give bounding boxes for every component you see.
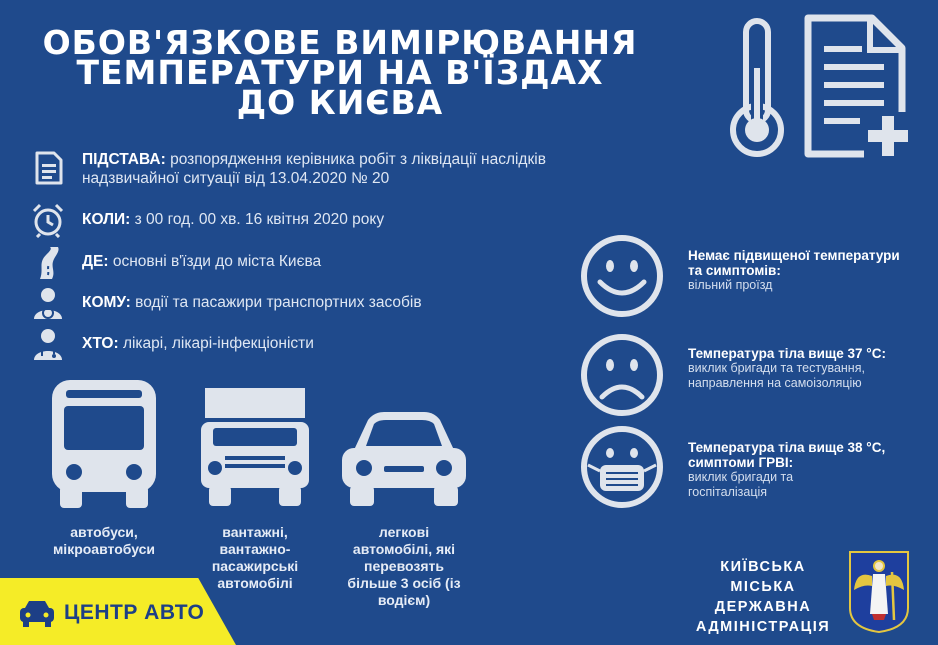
- info-value: водії та пасажири транспортних засобів: [130, 294, 422, 311]
- info-row-where: [30, 245, 321, 281]
- info-value: розпорядження керівника робіт з ліквідації наслідків надзвичайної ситуації від 13.04.2020 № 20: [82, 151, 546, 187]
- authority-line-4: АДМІНІСТРАЦІЯ: [695, 619, 831, 635]
- title-line-2: ТЕМПЕРАТУРИ НА В'ЇЗДАХ: [76, 53, 604, 92]
- driver-icon: [30, 285, 66, 321]
- info-text: [82, 210, 384, 229]
- sad-face-icon: [580, 333, 664, 417]
- authority-line-3: ДЕРЖАВНА: [714, 599, 812, 615]
- document-icon: [30, 150, 66, 186]
- info-value: з 00 год. 00 хв. 16 квітня 2020 року: [130, 211, 385, 228]
- vehicle-label-car: легкові автомобілі, які перевозять більше 3 осіб (із водієм): [347, 524, 461, 608]
- info-value: лікарі, лікарі-інфекціоністи: [118, 335, 314, 352]
- condition-38: [688, 440, 908, 500]
- bus-icon: [44, 378, 164, 510]
- info-label: ДЕ:: [82, 253, 109, 270]
- condition-37: [688, 346, 908, 391]
- smile-face-icon: [580, 234, 664, 318]
- condition-action: виклик бригади та тестування, направлення на самоізоляцію: [688, 361, 865, 390]
- info-value: основні в'їзди до міста Києва: [108, 253, 322, 270]
- road-icon: [30, 245, 66, 281]
- condition-normal: [688, 248, 908, 293]
- condition-title: Немає підвищеної температури та симптомів:: [688, 248, 900, 278]
- title-line-1: ОБОВ'ЯЗКОВЕ ВИМІРЮВАННЯ: [42, 23, 638, 62]
- coat-of-arms-icon: [848, 550, 910, 634]
- title-line-3: ДО КИЄВА: [236, 83, 444, 122]
- brand-name: ЦЕНТР АВТО: [64, 601, 205, 624]
- info-text: [82, 293, 422, 312]
- car-icon: [338, 410, 470, 510]
- info-row-basis: [30, 150, 552, 188]
- condition-title: Температура тіла вище 37 °С:: [688, 346, 886, 361]
- info-text: [82, 334, 314, 353]
- vehicle-label-bus: автобуси, мікроавтобуси: [52, 524, 156, 557]
- authority-line-1: КИЇВСЬКА: [720, 559, 806, 575]
- authority-name: [688, 557, 838, 637]
- condition-title: Температура тіла вище 38 °С, симптоми ГРВІ:: [688, 440, 886, 470]
- info-row-whom: [30, 285, 422, 321]
- info-text: [82, 252, 321, 271]
- authority-line-2: МІСЬКА: [730, 579, 796, 595]
- info-label: КОМУ:: [82, 294, 131, 311]
- car-logo-icon: [18, 598, 56, 630]
- page-title: [40, 23, 640, 122]
- info-row-who: [30, 326, 314, 362]
- info-label: КОЛИ:: [82, 211, 131, 228]
- info-label: ПІДСТАВА:: [82, 151, 166, 168]
- info-label: ХТО:: [82, 335, 119, 352]
- condition-action: вільний проїзд: [688, 278, 773, 292]
- info-text: [82, 150, 552, 188]
- medical-document-icon: [802, 12, 914, 160]
- info-row-when: [30, 202, 384, 238]
- masked-face-icon: [580, 425, 664, 509]
- condition-action: виклик бригади та госпіталізація: [688, 470, 794, 499]
- vehicle-label-truck: вантажні, вантажно-пасажирські автомобілі: [211, 524, 299, 591]
- truck-icon: [195, 378, 315, 510]
- thermometer-icon: [728, 18, 788, 160]
- alarm-clock-icon: [30, 202, 66, 238]
- doctor-icon: [30, 326, 66, 362]
